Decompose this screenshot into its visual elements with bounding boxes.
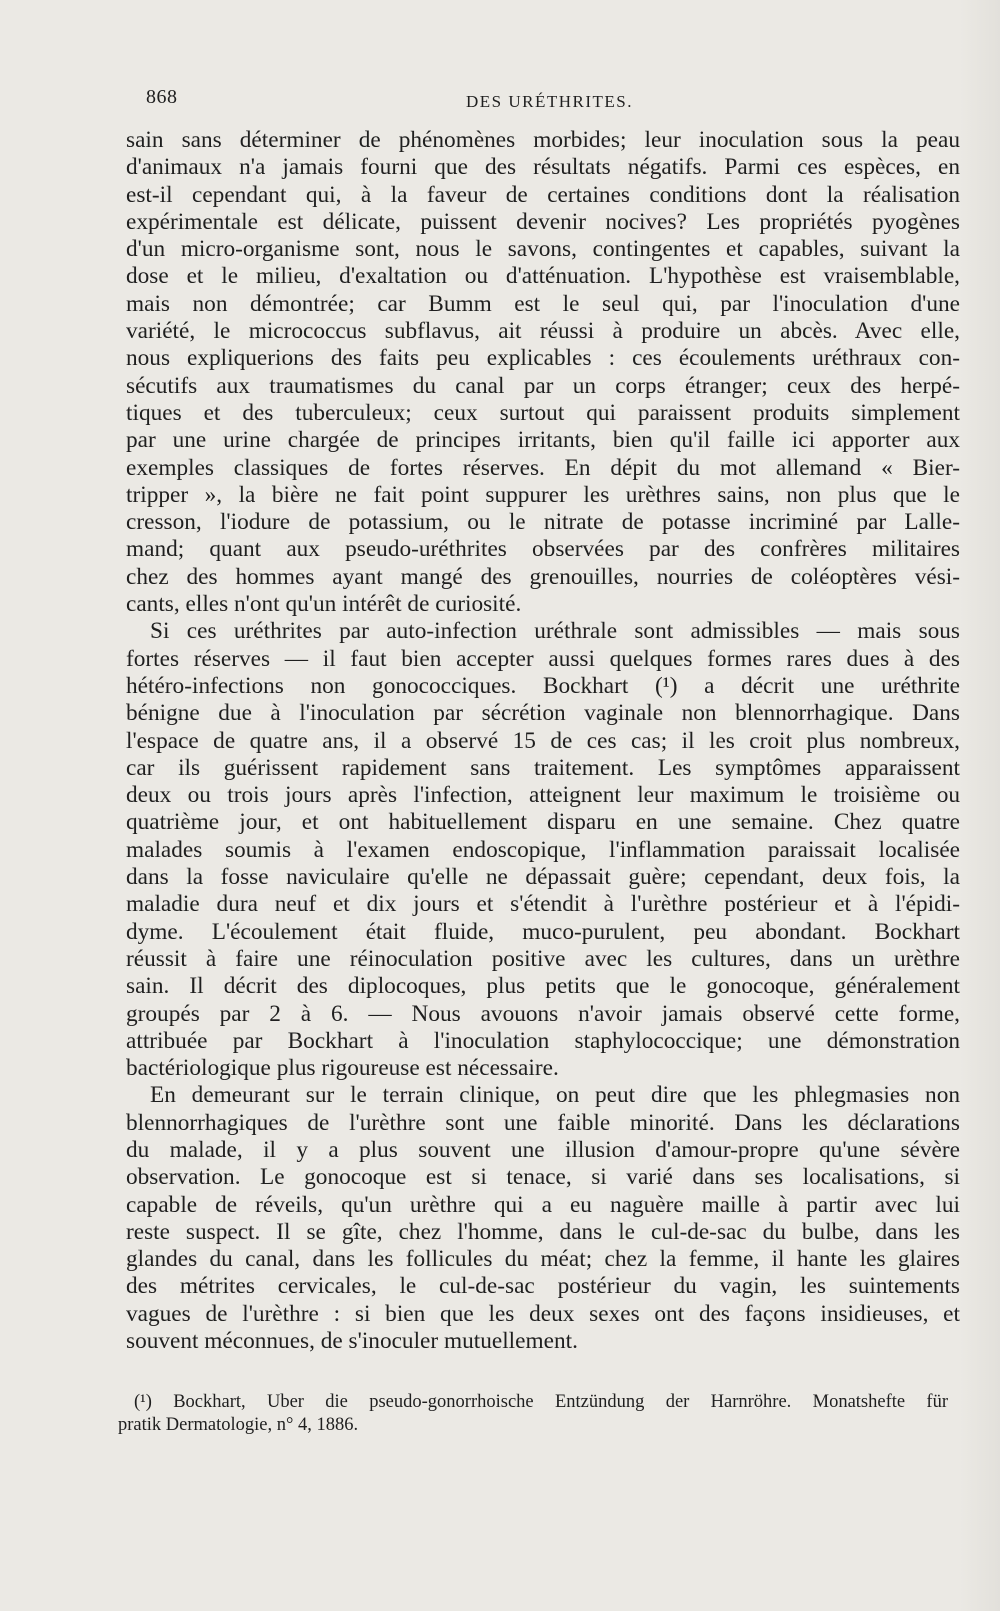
- text-line: mand; quant aux pseudo-uréthrites observées par des confrères militaires: [126, 536, 960, 563]
- footnote-line: pratik Dermatologie, n° 4, 1886.: [118, 1415, 359, 1435]
- text-line: exemples classiques de fortes réserves. En dépit du mot allemand « Bier-: [126, 454, 960, 481]
- text-line: par une urine chargée de principes irritants, bien qu'il faille ici apporter aux: [126, 427, 960, 454]
- text-line: mais non démontrée; car Bumm est le seul qui, par l'inoculation d'une: [126, 290, 960, 317]
- text-line: sain sans déterminer de phénomènes morbides; leur inoculation sous la peau: [126, 127, 960, 153]
- text-line: hétéro-infections non gonococciques. Bockhart (¹) a décrit une uréthrite: [126, 672, 960, 699]
- text-line: maladie dura neuf et dix jours et s'étendit à l'urèthre postérieur et à l'épidi-: [126, 891, 960, 918]
- text-line: réussit à faire une réinoculation positive avec les cultures, dans un urèthre: [126, 945, 960, 972]
- body-text: [126, 127, 960, 1355]
- text-line: observation. Le gonocoque est si tenace, si varié dans ses localisations, si: [126, 1164, 960, 1191]
- text-line: quatrième jour, et ont habituellement disparu en une semaine. Chez quatre: [126, 809, 960, 836]
- text-line: d'animaux n'a jamais fourni que des résultats négatifs. Parmi ces espèces, en: [126, 154, 960, 181]
- text-line: du malade, il y a plus souvent une illusion d'amour-propre qu'une sévère: [126, 1136, 960, 1163]
- text-line: dyme. L'écoulement était fluide, muco-purulent, peu abondant. Bockhart: [126, 918, 960, 945]
- text-line: fortes réserves — il faut bien accepter aussi quelques formes rares dues à des: [126, 645, 960, 672]
- footnote: [118, 1391, 948, 1437]
- text-line: dans la fosse naviculaire qu'elle ne dépassait guère; cependant, deux fois, la: [126, 864, 960, 891]
- text-line: des métrites cervicales, le cul-de-sac postérieur du vagin, les suintements: [126, 1273, 960, 1300]
- text-line: sécutifs aux traumatismes du canal par un corps étranger; ceux des herpé-: [126, 372, 960, 399]
- text-line: Si ces uréthrites par auto-infection uréthrale sont admissibles — mais sous: [150, 618, 960, 645]
- text-line: dose et le milieu, d'exaltation ou d'atténuation. L'hypothèse est vraisemblable,: [126, 263, 960, 290]
- page-number: 868: [146, 86, 178, 108]
- text-line: car ils guérissent rapidement sans traitement. Les symptômes apparaissent: [126, 754, 960, 781]
- text-line: cants, elles n'ont qu'un intérêt de curiosité.: [126, 591, 522, 618]
- text-line: bactériologique plus rigoureuse est nécessaire.: [126, 1055, 559, 1082]
- text-line: deux ou trois jours après l'infection, atteignent leur maximum le troisième ou: [126, 782, 960, 809]
- text-line: d'un micro-organisme sont, nous le savons, contingentes et capables, suivant la: [126, 236, 960, 263]
- text-line: est-il cependant qui, à la faveur de certaines conditions dont la réalisation: [126, 181, 960, 208]
- text-line: cresson, l'iodure de potassium, ou le nitrate de potasse incriminé par Lalle-: [126, 509, 960, 536]
- text-line: glandes du canal, dans les follicules du méat; chez la femme, il hante les glaires: [126, 1246, 960, 1273]
- page-edge-shadow: [960, 0, 1000, 1611]
- text-line: En demeurant sur le terrain clinique, on peut dire que les phlegmasies non: [150, 1082, 960, 1109]
- text-line: vagues de l'urèthre : si bien que les deux sexes ont des façons insidieuses, et: [126, 1300, 960, 1327]
- running-head: DES URÉTHRITES.: [466, 92, 633, 111]
- text-line: nous expliquerions des faits peu explicables : ces écoulements uréthraux con-: [126, 345, 960, 372]
- text-line: attribuée par Bockhart à l'inoculation staphylococcique; une démonstration: [126, 1027, 960, 1054]
- text-line: reste suspect. Il se gîte, chez l'homme, dans le cul-de-sac du bulbe, dans les: [126, 1218, 960, 1245]
- text-line: groupés par 2 à 6. — Nous avouons n'avoir jamais observé cette forme,: [126, 1000, 960, 1027]
- text-line: l'espace de quatre ans, il a observé 15 de ces cas; il les croit plus nombreux,: [126, 727, 960, 754]
- text-line: chez des hommes ayant mangé des grenouilles, nourries de coléoptères vési-: [126, 563, 960, 590]
- footnote-line: (¹) Bockhart, Uber die pseudo-gonorrhoische Entzündung der Harnröhre. Monatshefte für: [134, 1392, 948, 1412]
- text-line: variété, le micrococcus subflavus, ait réussi à produire un abcès. Avec elle,: [126, 318, 960, 345]
- text-line: tiques et des tuberculeux; ceux surtout qui paraissent produits simplement: [126, 399, 960, 426]
- text-line: expérimentale est délicate, puissent devenir nocives? Les propriétés pyogènes: [126, 208, 960, 235]
- text-line: sain. Il décrit des diplocoques, plus petits que le gonocoque, généralement: [126, 973, 960, 1000]
- text-line: tripper », la bière ne fait point suppurer les urèthres sains, non plus que le: [126, 481, 960, 508]
- text-line: malades soumis à l'examen endoscopique, l'inflammation paraissait localisée: [126, 836, 960, 863]
- text-line: souvent méconnues, de s'inoculer mutuellement.: [126, 1328, 578, 1355]
- text-line: bénigne due à l'inoculation par sécrétion vaginale non blennorrhagique. Dans: [126, 700, 960, 727]
- text-line: blennorrhagiques de l'urèthre sont une faible minorité. Dans les déclarations: [126, 1109, 960, 1136]
- text-line: capable de réveils, qu'un urèthre qui a eu naguère maille à partir avec lui: [126, 1191, 960, 1218]
